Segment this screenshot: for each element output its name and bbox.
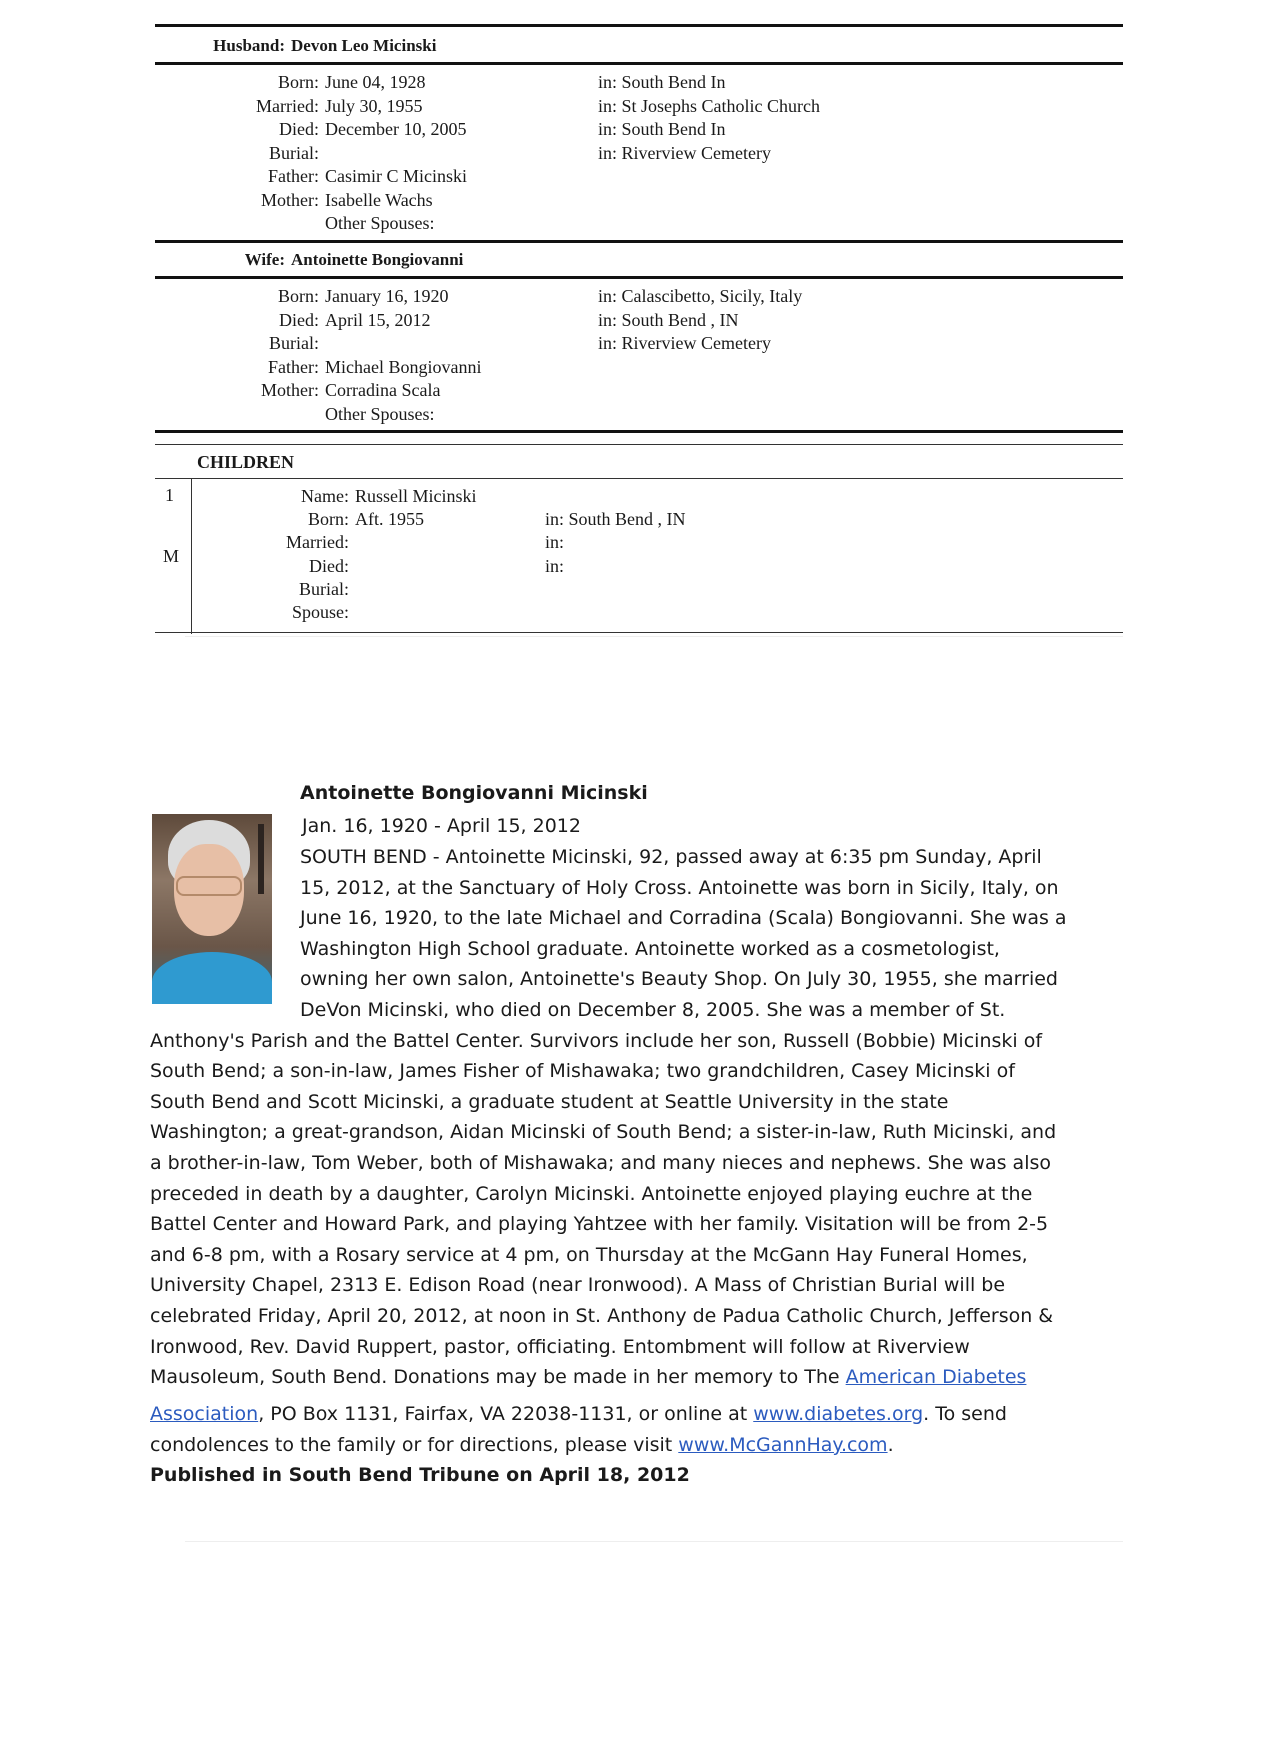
child-row-value: Russell Micinski	[355, 486, 477, 506]
condolences-text: condolences to the family or for directions, please visit	[150, 1434, 673, 1456]
husband-row-place: in: South Bend In	[598, 72, 726, 92]
husband-row	[195, 165, 467, 188]
wife-row-value: Michael Bongiovanni	[325, 356, 482, 377]
husband-row-place: in: Riverview Cemetery	[598, 142, 771, 163]
obituary-line: Anthony's Parish and the Battel Center. Survivors include her son, Russell (Bobbie) Micinski of	[150, 1029, 1043, 1052]
child-row	[195, 601, 355, 624]
address-text: , PO Box 1131, Fairfax, VA 22038-1131, or online at	[258, 1403, 748, 1425]
rule	[155, 430, 1123, 433]
husband-heading	[155, 36, 436, 56]
husband-other-spouses: Other Spouses:	[325, 213, 435, 233]
child-row-label: Married:	[286, 532, 349, 553]
husband-row-value: Isabelle Wachs	[325, 189, 433, 210]
obituary-line: Washington High School graduate. Antoinette worked as a cosmetologist,	[300, 937, 1000, 960]
husband-row	[195, 95, 423, 118]
husband-row-value: June 04, 1928	[325, 72, 426, 92]
child-row-label: Died:	[309, 555, 349, 576]
children-title: CHILDREN	[197, 452, 295, 472]
obituary-line: and 6-8 pm, with a Rosary service at 4 pm, on Thursday at the McGann Hay Funeral Homes,	[150, 1243, 1028, 1266]
child-row-value: Aft. 1955	[355, 509, 424, 530]
wife-row-label: Mother:	[261, 380, 319, 400]
wife-other-spouses: Other Spouses:	[325, 403, 435, 424]
obituary-line: 15, 2012, at the Sanctuary of Holy Cross. Antoinette was born in Sicily, Italy, on	[300, 876, 1059, 899]
wife-name: Antoinette Bongiovanni	[291, 250, 464, 269]
husband-row-place: in: South Bend In	[598, 119, 726, 139]
published-line: Published in South Bend Tribune on April 18, 2012	[150, 1464, 690, 1486]
rule	[155, 478, 1123, 479]
wife-heading-label: Wife:	[244, 250, 285, 269]
obituary-line: SOUTH BEND - Antoinette Micinski, 92, passed away at 6:35 pm Sunday, April	[300, 846, 1042, 868]
wife-row-label: Burial:	[269, 333, 319, 353]
child-row-place: in:	[545, 532, 565, 553]
obituary-line: DeVon Micinski, who died on December 8, 2005. She was a member of St.	[300, 999, 1006, 1021]
wife-row-place: in: Calascibetto, Sicily, Italy	[598, 286, 803, 306]
husband-row-label: Father:	[268, 166, 319, 186]
obituary-line: Washington; a great-grandson, Aidan Micinski of South Bend; a sister-in-law, Ruth Micinski, and	[150, 1121, 1057, 1144]
obituary-line: South Bend and Scott Micinski, a graduate student at Seattle University in the state	[150, 1090, 949, 1113]
mcgannhay-link[interactable]: www.McGannHay.com	[678, 1434, 888, 1456]
rule	[155, 276, 1123, 279]
obituary-line: owning her own salon, Antoinette's Beauty Shop. On July 30, 1955, she married	[300, 968, 1058, 991]
photo-shirt	[152, 952, 272, 1004]
wife-row-value: Corradina Scala	[325, 380, 441, 400]
husband-row-value: December 10, 2005	[325, 119, 467, 139]
diabetes-org-link[interactable]: www.diabetes.org	[753, 1403, 924, 1425]
wife-row	[195, 356, 481, 379]
husband-row-place: in: St Josephs Catholic Church	[598, 95, 820, 116]
wife-row-value: April 15, 2012	[325, 309, 431, 330]
wife-row-label: Died:	[279, 309, 319, 330]
wife-row	[195, 309, 431, 332]
obituary-line: a brother-in-law, Tom Weber, both of Mishawaka; and many nieces and nephews. She was also	[150, 1152, 1051, 1174]
photo-glasses	[176, 876, 242, 896]
obituary-line-links	[150, 1403, 1007, 1425]
obituary-dates: Jan. 16, 1920 - April 15, 2012	[302, 815, 581, 837]
rule	[155, 62, 1123, 65]
wife-row-place: in: Riverview Cemetery	[598, 333, 771, 353]
child-sex: M	[163, 546, 180, 566]
obituary-line: Ironwood, Rev. David Ruppert, pastor, officiating. Entombment will follow at Riverview	[150, 1335, 970, 1358]
child-row-place: in:	[545, 555, 565, 576]
obituary-line-condolences	[150, 1434, 894, 1456]
husband-heading-label: Husband:	[213, 36, 285, 55]
wife-row	[195, 332, 325, 355]
american-diabetes-link-part2[interactable]: Association	[150, 1403, 259, 1425]
child-number: 1	[165, 485, 174, 505]
husband-row-label: Born:	[277, 72, 319, 92]
rule	[155, 632, 1123, 633]
husband-row-value: Casimir C Micinski	[325, 166, 468, 186]
husband-row-value: July 30, 1955	[325, 95, 423, 116]
child-row-label: Name:	[301, 486, 349, 506]
rule	[155, 24, 1123, 27]
child-row-place: in: South Bend , IN	[545, 509, 686, 530]
obituary-line: celebrated Friday, April 20, 2012, at noon in St. Anthony de Padua Catholic Church, Jefferson &	[150, 1305, 1054, 1327]
photo-background	[258, 824, 264, 894]
child-row	[195, 485, 477, 508]
child-row	[195, 508, 424, 531]
husband-row	[195, 142, 325, 165]
child-row-label: Burial:	[299, 578, 349, 599]
child-column-divider	[191, 478, 192, 634]
child-row-label: Born:	[307, 509, 349, 530]
husband-row	[195, 189, 433, 212]
child-row	[195, 531, 355, 554]
child-row	[195, 578, 355, 601]
obituary-line: University Chapel, 2313 E. Edison Road (near Ironwood). A Mass of Christian Burial will be	[150, 1274, 1006, 1297]
child-row	[195, 555, 355, 578]
husband-name: Devon Leo Micinski	[291, 36, 437, 55]
wife-row-label: Father:	[268, 356, 319, 377]
husband-row-label: Mother:	[261, 189, 319, 210]
husband-row	[195, 71, 426, 94]
husband-row-label: Burial:	[269, 142, 319, 163]
obituary-line: preceded in death by a daughter, Carolyn Micinski. Antoinette enjoyed playing euchre at the	[150, 1182, 1033, 1205]
obituary-line: South Bend; a son-in-law, James Fisher of Mishawaka; two grandchildren, Casey Micinski of	[150, 1060, 1015, 1083]
to-send-text: . To send	[923, 1403, 1007, 1425]
wife-row-place: in: South Bend , IN	[598, 309, 739, 330]
wife-row-value: January 16, 1920	[325, 286, 449, 306]
wife-row	[195, 379, 440, 402]
donations-text: Mausoleum, South Bend. Donations may be made in her memory to The	[150, 1366, 840, 1389]
portrait-photo	[152, 814, 272, 1004]
ghost-line	[185, 1541, 1123, 1542]
child-row-label: Spouse:	[291, 602, 349, 622]
rule	[155, 444, 1123, 445]
obituary-line	[150, 1366, 1026, 1388]
husband-row-label: Died:	[279, 119, 319, 139]
husband-row-label: Married:	[256, 95, 319, 116]
period-text: .	[887, 1434, 894, 1456]
obituary-line: Battel Center and Howard Park, and playing Yahtzee with her family. Visitation will be from 2-5	[150, 1213, 1049, 1236]
wife-row	[195, 285, 448, 308]
obituary-line: June 16, 1920, to the late Michael and Corradina (Scala) Bongiovanni. She was a	[300, 907, 1067, 930]
wife-heading	[155, 250, 463, 270]
husband-row	[195, 118, 466, 141]
american-diabetes-link-part1[interactable]: American Diabetes	[845, 1366, 1027, 1389]
ghost-line	[185, 636, 1123, 637]
obituary-title: Antoinette Bongiovanni Micinski	[300, 782, 648, 804]
rule	[155, 240, 1123, 243]
wife-row-label: Born:	[277, 286, 319, 306]
